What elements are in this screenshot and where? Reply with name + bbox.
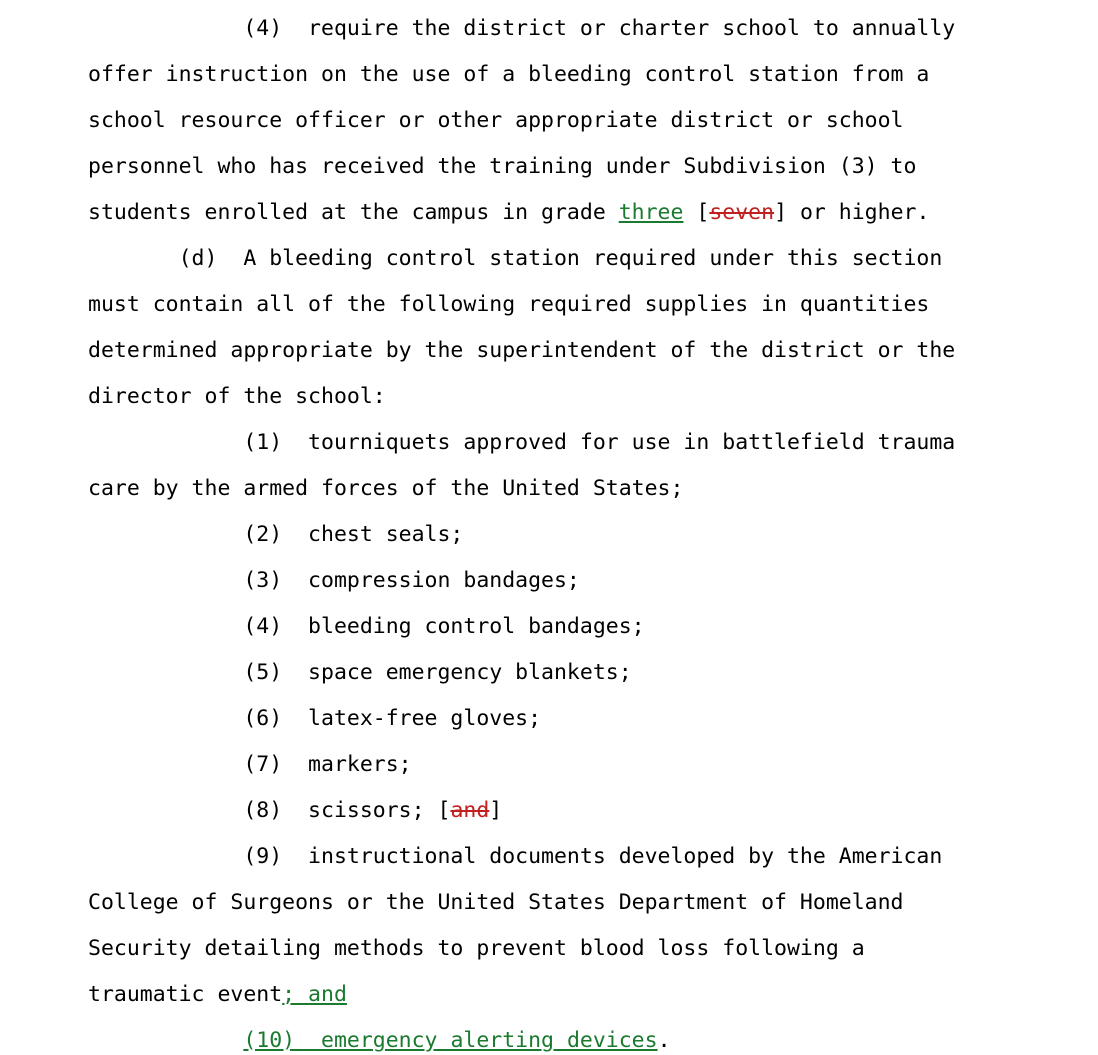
plain-text: (4) require the district or charter school to annually (88, 16, 956, 41)
text-line (88, 880, 1038, 926)
text-line (88, 374, 1038, 420)
plain-text: Security detailing methods to prevent blood loss following a (88, 936, 865, 961)
inserted-text: three (618, 200, 684, 225)
plain-text: [ (683, 200, 710, 225)
inserted-text: (10) emergency alerting devices (243, 1028, 658, 1053)
plain-text: students enrolled at the campus in grade (88, 200, 619, 225)
text-line (88, 144, 1038, 190)
plain-text: ] (489, 798, 503, 823)
deleted-text: seven (709, 200, 775, 225)
plain-text: (1) tourniquets approved for use in battlefield trauma (88, 430, 956, 455)
text-line (88, 834, 1038, 880)
plain-text: offer instruction on the use of a bleeding control station from a (88, 62, 930, 87)
plain-text: College of Surgeons or the United States Department of Homeland (88, 890, 904, 915)
plain-text: (4) bleeding control bandages; (88, 614, 645, 639)
text-line (88, 236, 1038, 282)
plain-text (88, 1028, 243, 1053)
text-line (88, 650, 1038, 696)
plain-text: (8) scissors; [ (88, 798, 451, 823)
plain-text: (3) compression bandages; (88, 568, 580, 593)
text-line (88, 328, 1038, 374)
bill-text-body (88, 6, 1038, 1055)
text-line (88, 1018, 1038, 1055)
deleted-text: and (450, 798, 490, 823)
text-line (88, 6, 1038, 52)
plain-text: school resource officer or other appropriate district or school (88, 108, 904, 133)
text-line (88, 98, 1038, 144)
plain-text: . (657, 1028, 671, 1053)
text-line (88, 788, 1038, 834)
text-line (88, 512, 1038, 558)
text-line (88, 926, 1038, 972)
text-line (88, 972, 1038, 1018)
text-line (88, 742, 1038, 788)
plain-text: (2) chest seals; (88, 522, 464, 547)
text-line (88, 604, 1038, 650)
text-line (88, 466, 1038, 512)
plain-text: (6) latex-free gloves; (88, 706, 542, 731)
inserted-text: ; and (282, 982, 347, 1007)
text-line (88, 52, 1038, 98)
plain-text: (5) space emergency blankets; (88, 660, 632, 685)
plain-text: (7) markers; (88, 752, 412, 777)
plain-text: personnel who has received the training under Subdivision (3) to (88, 154, 917, 179)
plain-text: ] or higher. (774, 200, 930, 225)
plain-text: determined appropriate by the superintendent of the district or the (88, 338, 956, 363)
text-line (88, 282, 1038, 328)
text-line (88, 190, 1038, 236)
plain-text: (9) instructional documents developed by the American (88, 844, 943, 869)
plain-text: traumatic event (88, 982, 283, 1007)
plain-text: director of the school: (88, 384, 386, 409)
plain-text: care by the armed forces of the United States; (88, 476, 684, 501)
text-line (88, 558, 1038, 604)
text-line (88, 696, 1038, 742)
text-line (88, 420, 1038, 466)
plain-text: (d) A bleeding control station required under this section (88, 246, 943, 271)
plain-text: must contain all of the following required supplies in quantities (88, 292, 930, 317)
